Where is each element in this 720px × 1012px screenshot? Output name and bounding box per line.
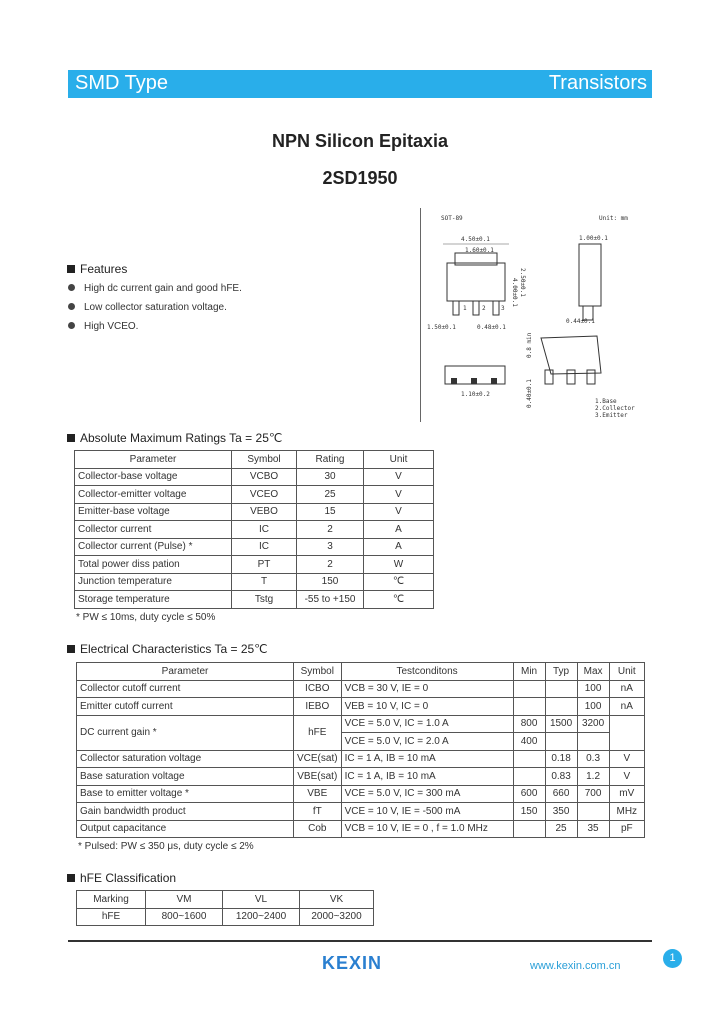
package-name: SOT-89 <box>441 215 463 222</box>
table-row: Collector saturation voltage VCE(sat) IC = 1 A, IB = 10 mA 0.18 0.3 V <box>77 750 645 768</box>
bullet-icon <box>68 303 75 310</box>
header-left: SMD Type <box>75 72 168 94</box>
feature-item: High dc current gain and good hFE. <box>68 283 242 294</box>
hfe-heading: hFE Classification <box>67 871 176 885</box>
page-number-badge: 1 <box>663 949 682 968</box>
abs-max-heading: Absolute Maximum Ratings Ta = 25℃ <box>67 431 282 445</box>
svg-text:0.8 min: 0.8 min <box>526 332 533 358</box>
svg-text:0.48±0.1: 0.48±0.1 <box>477 324 506 331</box>
bullet-icon <box>68 322 75 329</box>
page-title: NPN Silicon Epitaxia <box>271 131 449 151</box>
elec-table <box>76 662 645 838</box>
table-row: Collector cutoff current ICBO VCB = 30 V, IE = 0 100 nA <box>77 680 645 698</box>
table-header-row: Parameter Symbol Rating Unit <box>75 451 434 469</box>
features-heading: Features <box>67 262 127 276</box>
table-row: VCE = 5.0 V, IC = 2.0 A 400 <box>77 733 645 751</box>
svg-text:4.50±0.1: 4.50±0.1 <box>461 236 490 243</box>
table-row: Collector current IC 2 A <box>75 521 434 539</box>
table-row: Emitter cutoff current IEBO VEB = 10 V, IC = 0 100 nA <box>77 698 645 716</box>
table-row: Gain bandwidth product fT VCE = 10 V, IE = -500 mA 150 350 MHz <box>77 803 645 821</box>
abs-max-table <box>74 450 434 609</box>
svg-text:1.Base: 1.Base <box>595 398 617 405</box>
svg-text:2.Collector: 2.Collector <box>595 405 635 412</box>
svg-text:1: 1 <box>463 305 467 312</box>
elec-heading: Electrical Characteristics Ta = 25℃ <box>67 642 268 656</box>
feature-item: Low collector saturation voltage. <box>68 302 227 313</box>
table-row: Junction temperature T 150 ℃ <box>75 573 434 591</box>
package-unit: Unit: mm <box>599 215 628 222</box>
hfe-table <box>76 890 374 926</box>
table-row: Base to emitter voltage * VBE VCE = 5.0 V, IC = 300 mA 600 660 700 mV <box>77 785 645 803</box>
header-banner <box>68 70 652 98</box>
svg-text:3: 3 <box>501 305 505 312</box>
table-row: Collector-base voltage VCBO 30 V <box>75 468 434 486</box>
table-header-row: Parameter Symbol Testconditons Min Typ Max Unit <box>77 663 645 681</box>
elec-note: * Pulsed: PW ≤ 350 μs, duty cycle ≤ 2% <box>78 841 254 852</box>
bullet-icon <box>68 284 75 291</box>
package-drawing <box>420 208 653 422</box>
table-row: Total power diss pation PT 2 W <box>75 556 434 574</box>
table-row: Base saturation voltage VBE(sat) IC = 1 A, IB = 10 mA 0.83 1.2 V <box>77 768 645 786</box>
svg-text:1.50±0.1: 1.50±0.1 <box>427 324 456 331</box>
footer-divider <box>68 940 652 942</box>
table-row: hFE 800~1600 1200~2400 2000~3200 <box>77 908 374 926</box>
part-number: 2SD1950 <box>322 168 398 188</box>
table-row: DC current gain * hFE VCE = 5.0 V, IC = 1.0 A 800 1500 3200 <box>77 715 645 733</box>
table-row: Output capacitance Cob VCB = 10 V, IE = 0 , f = 1.0 MHz 25 35 pF <box>77 820 645 838</box>
table-row: Emitter-base voltage VEBO 15 V <box>75 503 434 521</box>
kexin-logo: KEXIN <box>322 953 383 973</box>
svg-text:2.50±0.1: 2.50±0.1 <box>519 268 526 297</box>
svg-text:1.60±0.1: 1.60±0.1 <box>465 247 494 254</box>
feature-item: High VCEO. <box>68 321 138 332</box>
svg-text:0.40±0.1: 0.40±0.1 <box>526 379 533 408</box>
svg-text:1.00±0.1: 1.00±0.1 <box>579 235 608 242</box>
svg-text:4.00±0.1: 4.00±0.1 <box>511 278 518 307</box>
table-row: Storage temperature Tstg -55 to +150 ℃ <box>75 591 434 609</box>
footer-url[interactable]: www.kexin.com.cn <box>530 960 621 972</box>
header-right: Transistors <box>548 72 647 94</box>
svg-text:0.44±0.1: 0.44±0.1 <box>566 318 595 325</box>
table-row: Collector-emitter voltage VCEO 25 V <box>75 486 434 504</box>
svg-text:1.10±0.2: 1.10±0.2 <box>461 391 490 398</box>
svg-text:2: 2 <box>482 305 486 312</box>
table-header-row: Marking VM VL VK <box>77 891 374 909</box>
svg-text:3.Emitter: 3.Emitter <box>595 412 628 419</box>
table-row: Collector current (Pulse) * IC 3 A <box>75 538 434 556</box>
abs-max-note: * PW ≤ 10ms, duty cycle ≤ 50% <box>76 612 216 623</box>
